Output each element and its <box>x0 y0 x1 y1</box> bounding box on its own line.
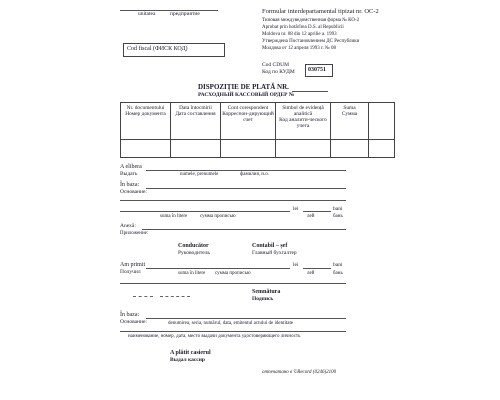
form-line: Aprobat prin hotărîrea D.S. al Republicii <box>262 25 344 30</box>
pay-to-label-ru: Выдать <box>120 171 138 177</box>
accountant-label: Contabil – șef <box>252 243 288 249</box>
company-label: предприятие <box>170 11 200 17</box>
surname-hint: numele, prenumele <box>180 172 219 177</box>
column-header-account: Cont corespondent Корреспон-дирующий счет <box>221 103 276 140</box>
id-basis-label: În baza: <box>120 312 140 318</box>
id-hint: denumirea, seria, numărul, data, emitentul actului de identitate <box>168 321 294 326</box>
amount-words-line[interactable] <box>120 211 290 212</box>
received-label-ru: Получил <box>120 269 141 275</box>
id-basis-line[interactable] <box>146 318 346 319</box>
form-line: Типовая междуведомственная форма № КО-2 <box>262 18 360 23</box>
received-bani-label: bani <box>333 262 343 268</box>
annex-line[interactable] <box>142 229 346 230</box>
amount-words-hint-ru: сумма прописью <box>200 214 236 219</box>
cell-doc-number[interactable] <box>121 140 171 158</box>
print-note: отпечатано в ©Record (0246)2100 <box>262 370 337 375</box>
cdum-code: 030751 <box>308 67 326 73</box>
accountant-label-ru: Главный бухгалтер <box>252 250 297 256</box>
pay-to-line[interactable] <box>146 170 346 171</box>
column-header-extra <box>369 103 395 140</box>
basis-label: În baza: <box>120 182 140 188</box>
column-header-date: Data întocmirii Дата составления <box>171 103 221 140</box>
surname-hint-ru: фамилия, и.о. <box>240 172 269 177</box>
received-amount-line[interactable] <box>146 268 290 269</box>
document-title: DISPOZIȚIE DE PLATĂ NR. <box>198 83 289 91</box>
bani-label: bani <box>333 206 343 212</box>
signature-label: Semnătura <box>252 289 281 295</box>
received-lei-label: lei <box>293 262 299 268</box>
lei-label-ru: лей <box>307 214 315 219</box>
received-lei-ru: лей <box>307 271 315 276</box>
form-title: Formular interdepartamental tipizat nr. OC-2 <box>262 8 379 15</box>
column-header-analytic-code: Simbol de evidență analitică Код аналити-ческого учета <box>276 103 331 140</box>
lei-label: lei <box>293 206 299 212</box>
form-line: Moldova nr. 08 din 12 aprilie a. 1993 <box>262 32 337 37</box>
fiscal-code-label: Cod fiscal (ФИСК КОД) <box>127 46 188 52</box>
cell-extra[interactable] <box>369 140 395 158</box>
form-line: Утверждена Постановлением ДС Республики <box>262 39 360 44</box>
annex-label-ru: Приложение: <box>120 231 149 236</box>
company-name-line <box>120 10 218 11</box>
date-month-line[interactable] <box>160 296 190 297</box>
received-bani-ru: бань <box>333 271 343 276</box>
cell-analytic-code[interactable] <box>276 140 331 158</box>
document-subtitle: РАСХОДНЫЙ КАССОВЫЙ ОРДЕР № <box>198 92 295 98</box>
signature-label-ru: Подпись <box>252 296 274 302</box>
form-line: Молдова от 12 апреля 1993 г. № 08 <box>262 46 337 51</box>
received-words-hint: suma în litere <box>178 271 206 276</box>
leader-label: Conducător <box>178 243 209 249</box>
basis-line-2[interactable] <box>120 200 346 201</box>
pay-to-label: A elibera <box>120 164 142 170</box>
id-basis-line-2[interactable] <box>120 331 346 332</box>
payment-table <box>120 102 395 158</box>
document-number-line <box>292 91 328 92</box>
column-header-doc-number: Nr. documentului Номер документа <box>121 103 171 140</box>
basis-line[interactable] <box>146 188 346 189</box>
id-hint-ru: наименование, номер, дата, место выдачи документа удостоверяющего личность <box>128 334 301 339</box>
cashier-label: A plătit casierul <box>170 350 211 356</box>
received-label: Am primit <box>120 262 146 268</box>
leader-label-ru: Руководитель <box>178 250 210 256</box>
kudm-label: Код по КУДМ <box>262 69 295 75</box>
amount-words-hint: suma în litere <box>160 214 188 219</box>
basis-label-ru: Основание: <box>120 189 147 195</box>
cell-account[interactable] <box>221 140 276 158</box>
received-line-2[interactable] <box>120 283 346 284</box>
cashier-label-ru: Выдал кассир <box>170 357 205 363</box>
received-bani-line[interactable] <box>303 268 331 269</box>
cell-date[interactable] <box>171 140 221 158</box>
annex-label: Anexă: <box>120 223 136 229</box>
cell-sum[interactable] <box>331 140 369 158</box>
date-day-line[interactable] <box>133 296 153 297</box>
id-basis-label-ru: Основание: <box>120 319 147 325</box>
column-header-sum: Suma Сумма <box>331 103 369 140</box>
bani-label-ru: бань <box>333 214 343 219</box>
bani-value-line[interactable] <box>303 211 331 212</box>
received-words-hint-ru: сумма прописью <box>215 271 251 276</box>
unit-label: unitatea <box>138 11 156 17</box>
cdum-label: Cod CDUM <box>262 62 290 68</box>
